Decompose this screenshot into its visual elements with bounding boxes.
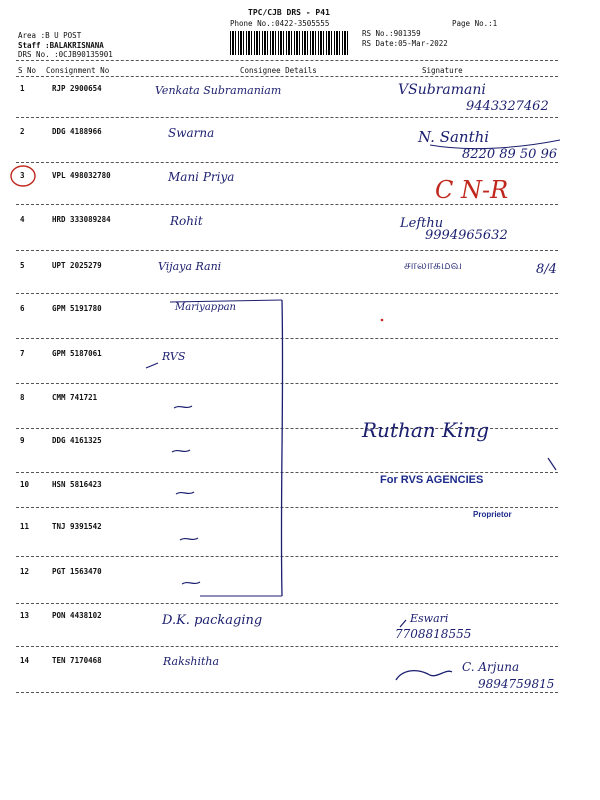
row-consignment: TEN 7170468	[52, 656, 102, 665]
row-signature: Lefthu	[400, 216, 444, 231]
row-consignee: Rohit	[170, 214, 203, 228]
signature-tick	[548, 458, 556, 470]
drs-number: DRS No. :0CJB90135901	[18, 50, 113, 59]
row-sno: 2	[20, 127, 25, 136]
column-header-details: Consignee Details	[240, 66, 317, 75]
row-signature: C. Arjuna	[462, 660, 520, 674]
row-consignment: PGT 1563470	[52, 567, 102, 576]
row-signature: C N-R	[435, 176, 509, 204]
row-consignee: Venkata Subramaniam	[155, 84, 282, 97]
row-sno: 6	[20, 304, 25, 313]
area-label: Area :B U POST	[18, 31, 82, 40]
row-consignment: HSN 5816423	[52, 480, 102, 489]
row-signature: Ruthan King	[362, 418, 490, 442]
row-sno: 11	[20, 522, 30, 531]
row-sno: 4	[20, 215, 25, 224]
row-consignee: Rakshitha	[163, 655, 220, 668]
company-stamp: For RVS AGENCIES	[380, 474, 484, 486]
bracket-top	[170, 300, 282, 302]
bracket-line	[281, 300, 282, 596]
row-sno: 1	[20, 84, 25, 93]
page-number: Page No.:1	[452, 19, 498, 28]
row-signature: VSubramani	[398, 82, 486, 98]
row-signature: சாலாகமவ	[404, 258, 462, 272]
row-sno: 3	[20, 171, 25, 180]
row-signature: Eswari	[410, 612, 449, 625]
row-consignment: PON 4438102	[52, 611, 102, 620]
row-phone: 8220 89 50 96	[462, 147, 558, 162]
rs-number: RS No.:901359	[362, 29, 421, 38]
ditto-mark	[174, 406, 192, 408]
phone-number: Phone No.:0422-3505555	[230, 19, 330, 28]
tick-mark	[146, 363, 158, 368]
row-consignee: RVS	[162, 350, 186, 363]
row-consignment: CMM 741721	[52, 393, 98, 402]
row-sno: 14	[20, 656, 30, 665]
ditto-mark	[182, 582, 200, 584]
row-consignee: Mariyappan	[175, 302, 236, 313]
red-dot	[381, 319, 384, 322]
row-consignment: RJP 2900654	[52, 84, 102, 93]
row-consignment: VPL 498032780	[52, 171, 111, 180]
rs-date: RS Date:05-Mar-2022	[362, 39, 448, 48]
row-consignee: D.K. packaging	[162, 613, 263, 628]
row-consignment: UPT 2025279	[52, 261, 102, 270]
row-sno: 13	[20, 611, 30, 620]
row-sno: 7	[20, 349, 25, 358]
row-sno: 12	[20, 567, 30, 576]
row-phone: 7708818555	[395, 627, 472, 641]
row-consignment: HRD 333089284	[52, 215, 111, 224]
row-consignment: TNJ 9391542	[52, 522, 102, 531]
row-consignment: DDG 4161325	[52, 436, 102, 445]
row-consignee: Swarna	[168, 126, 215, 140]
row-consignee: Vijaya Rani	[158, 260, 222, 273]
asterisk-mark	[400, 620, 406, 627]
row-sno: 9	[20, 436, 25, 445]
row-phone: 9443327462	[466, 99, 549, 114]
column-header-signature: Signature	[422, 66, 463, 75]
column-header-sno: S No	[18, 66, 37, 75]
ditto-mark	[180, 538, 198, 540]
row-consignment: GPM 5191780	[52, 304, 102, 313]
row-phone: 9894759815	[478, 677, 555, 691]
ditto-mark	[172, 450, 190, 452]
signature-underline	[430, 140, 560, 149]
row-consignment: DDG 4188966	[52, 127, 102, 136]
row-signature: N. Santhi	[418, 128, 490, 146]
row-consignee: Mani Priya	[168, 170, 235, 184]
column-header-consignment: Consignment No	[46, 66, 110, 75]
stamp-role: Proprietor	[473, 510, 512, 519]
row-sno: 8	[20, 393, 25, 402]
row-sno: 10	[20, 480, 30, 489]
document-title: TPC/CJB DRS - P41	[248, 8, 330, 17]
signature-scribble	[396, 671, 452, 680]
row-phone: 9994965632	[425, 228, 508, 243]
row-sno: 5	[20, 261, 25, 270]
ditto-mark	[176, 492, 194, 494]
row-phone: 8/4	[536, 262, 557, 277]
row-consignment: GPM 5187061	[52, 349, 102, 358]
staff-label: Staff :BALAKRISNANA	[18, 41, 104, 50]
